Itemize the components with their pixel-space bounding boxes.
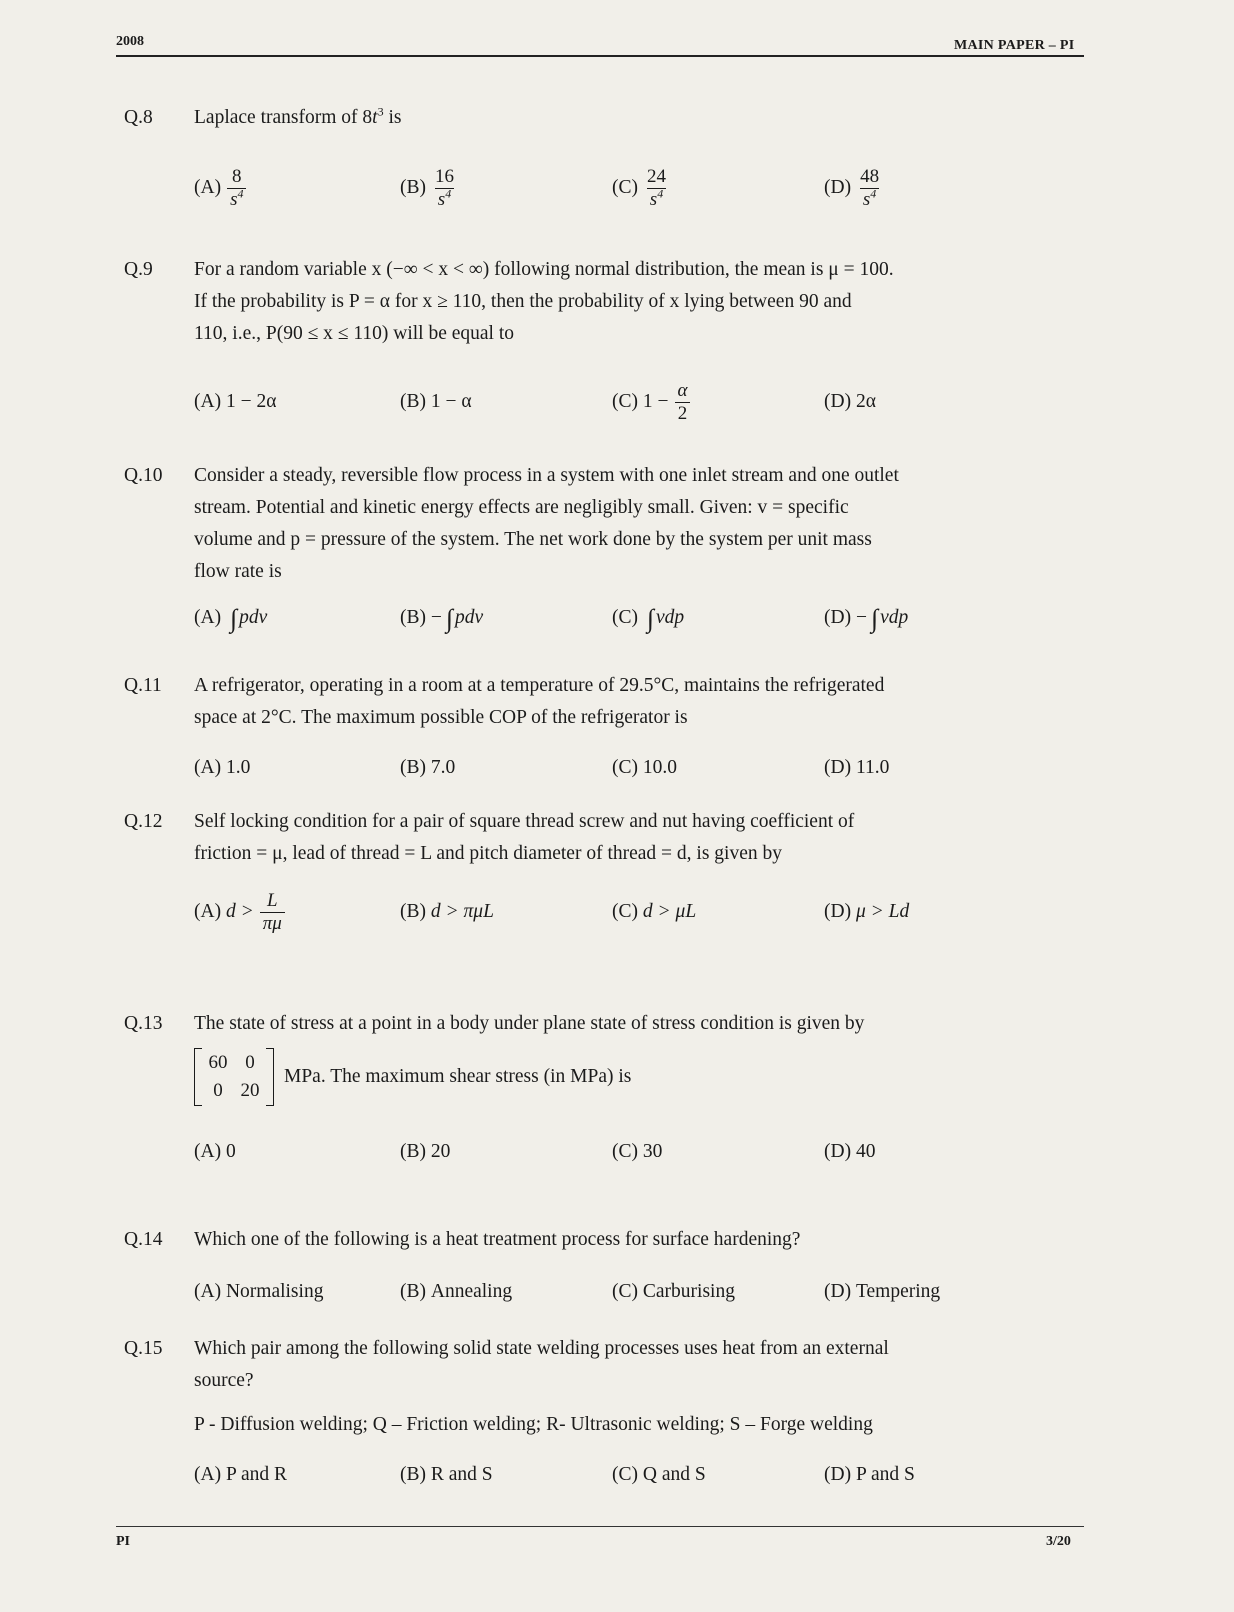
integral-sign: ∫	[646, 604, 654, 633]
option-c: (C) Q and S	[612, 1464, 706, 1485]
question-number: Q.10	[124, 465, 163, 486]
options	[194, 158, 1054, 218]
header-rule	[116, 55, 1084, 57]
option-d: (D) − ∫ vdp	[824, 604, 909, 633]
stress-matrix-row: 60 0 0 20 MPa. The maximum shear stress (in MPa) is	[194, 1048, 1064, 1106]
option-c: (C) d > μL	[612, 901, 697, 922]
question-number: Q.9	[124, 259, 153, 280]
question-text: The state of stress at a point in a body under plane state of stress condition is given by 60 0 0 20 MPa. The maximum shear stress (in MPa) is	[194, 1008, 1064, 1106]
option-b: (B) $\frac{16}{s^4}$	[400, 165, 454, 210]
question-text: Which one of the following is a heat treatment process for surface hardening?	[194, 1229, 801, 1250]
option-d: (D) $\frac{48}{s^4}$	[824, 165, 880, 210]
option-b: (B) R and S	[400, 1464, 493, 1485]
option-a: (A) 1.0	[194, 757, 251, 778]
question-13	[124, 1008, 1064, 1162]
option-b: (B) 7.0	[400, 757, 456, 778]
question-text: Consider a steady, reversible flow process in a system with one inlet stream and one outlet stream. Potential and kinetic energy effects are negligibly small. Given: v = specific volume and p = pressure of the system. The net work done by the system per unit mass flow rate is	[194, 465, 899, 582]
option-b: (B) 1 − α	[400, 391, 472, 412]
option-b: (B) d > πμL	[400, 901, 494, 922]
footer-page-number: 3/20	[1046, 1534, 1071, 1549]
options	[194, 1136, 1054, 1196]
integral-sign: ∫	[229, 604, 238, 633]
question-14	[124, 1224, 1064, 1302]
option-a: (A) 0	[194, 1141, 236, 1162]
question-15	[124, 1333, 1064, 1485]
integral-sign: ∫	[445, 604, 453, 633]
option-a: (A) d > $\frac{L}{\pi\mu}$	[194, 882, 285, 942]
option-c: (C) 10.0	[612, 757, 677, 778]
integral-sign: ∫	[870, 604, 879, 633]
question-number: Q.11	[124, 675, 162, 696]
question-10	[124, 460, 1064, 633]
option-b: (B) Annealing	[400, 1281, 513, 1302]
question-text: Laplace transform of $8t^3$ is	[194, 104, 402, 128]
header-year: 2008	[116, 34, 144, 49]
option-d: (D) Tempering	[824, 1281, 941, 1302]
question-text: Which pair among the following solid state welding processes uses heat from an external source? P - Diffusion welding; Q – Friction welding; R- Ultrasonic welding; S – Forge welding	[194, 1338, 889, 1435]
header-paper-title: MAIN PAPER – PI	[954, 38, 1075, 53]
options	[194, 882, 1054, 942]
option-d: (D) μ > Ld	[824, 901, 910, 922]
option-b: (B) − ∫ pdv	[400, 604, 484, 633]
question-number: Q.14	[124, 1229, 163, 1250]
footer-rule	[116, 1526, 1084, 1527]
question-11	[124, 670, 1064, 778]
question-number: Q.12	[124, 811, 163, 832]
options	[194, 1276, 1054, 1336]
question-number: Q.13	[124, 1013, 163, 1034]
question-number: Q.8	[124, 107, 153, 128]
question-number: Q.15	[124, 1338, 163, 1359]
options	[194, 602, 1054, 662]
options	[194, 1459, 1054, 1519]
option-c: (C) $\frac{24}{s^4}$	[612, 165, 666, 210]
question-12	[124, 806, 1064, 934]
option-b: (B) 20	[400, 1141, 451, 1162]
option-a: (A) ∫ pdv	[194, 604, 268, 633]
question-text: A refrigerator, operating in a room at a temperature of 29.5°C, maintains the refrigerated space at 2°C. The maximum possible COP of the refrigerator is	[194, 675, 885, 728]
option-c: (C) 30	[612, 1141, 663, 1162]
options	[194, 752, 1054, 812]
option-c: (C) ∫ vdp	[612, 604, 685, 633]
option-d: (D) 11.0	[824, 757, 890, 778]
question-9	[124, 254, 1064, 424]
question-text: For a random variable x (−∞ < x < ∞) following normal distribution, the mean is μ = 100. If the probability is P = α for x ≥ 110, then the probability of x lying between 90 and 110, i.e., P(90 ≤ x ≤ 110) will be equal to	[194, 259, 894, 344]
options	[194, 372, 1054, 432]
footer-paper-code: PI	[116, 1534, 130, 1549]
option-c: (C) Carburising	[612, 1281, 735, 1302]
option-a: (A) 1 − 2α	[194, 391, 277, 412]
option-d: (D) P and S	[824, 1464, 915, 1485]
option-a: (A) $\frac{8}{s^4}$	[194, 158, 246, 218]
option-a: (A) Normalising	[194, 1281, 324, 1302]
question-8	[124, 102, 1064, 210]
stress-matrix: 60 0 0 20	[194, 1048, 274, 1106]
question-text: Self locking condition for a pair of square thread screw and nut having coefficient of friction = μ, lead of thread = L and pitch diameter of thread = d, is given by	[194, 811, 855, 864]
option-d: (D) 40	[824, 1141, 876, 1162]
option-c: (C) 1 − $\frac{\alpha}{2}$	[612, 372, 690, 432]
option-d: (D) 2α	[824, 391, 876, 412]
option-a: (A) P and R	[194, 1464, 287, 1485]
